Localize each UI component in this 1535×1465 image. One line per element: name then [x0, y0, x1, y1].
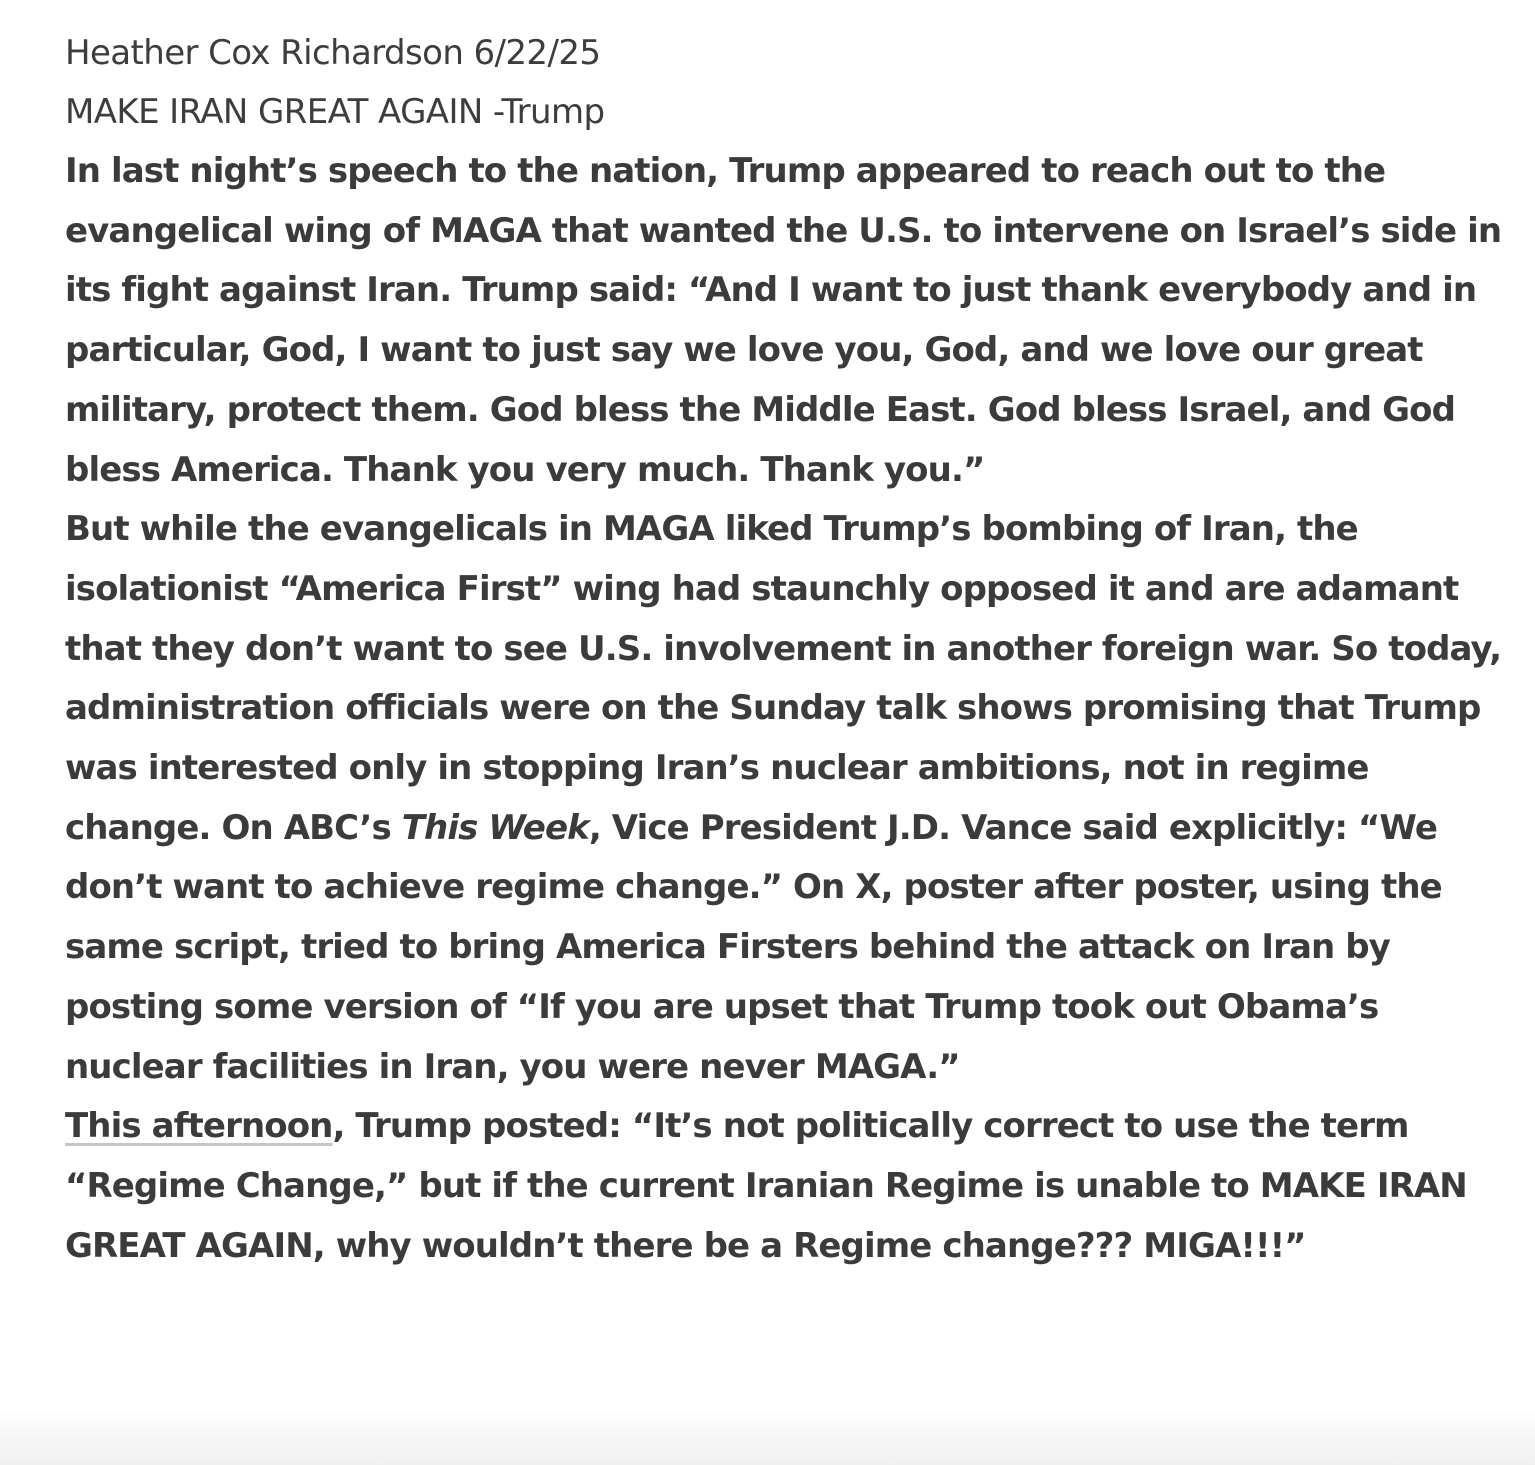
bottom-shadow [0, 1405, 1535, 1465]
paragraph-speech: In last night’s speech to the nation, Trump appeared to reach out to the evangelical wing of MAGA that wanted the U.S. to intervene on Israel’s side in its fight against Iran. Trump said: “And I want to just thank everybody and in particular, God, I want to just say we love you, God, and we love our great military, protect them. God bless the Middle East. God bless Israel, and God bless America. Thank you very much. Thank you.” [65, 151, 1502, 490]
this-afternoon-link[interactable]: This afternoon [65, 1106, 333, 1147]
headline: MAKE IRAN GREAT AGAIN -Trump [65, 92, 605, 132]
byline: Heather Cox Richardson 6/22/25 [65, 33, 601, 73]
paragraph-sunday-shows [65, 500, 1505, 1097]
paragraph-sunday-shows-text-a: But while the evangelicals in MAGA liked Trump’s bombing of Iran, the isolationist “America First” wing had staunchly opposed it and are adamant that they don’t want to see U.S. involvement in another foreign war. So today, administration officials were on the Sunday talk shows promising that Trump was interested only in stopping Iran’s nuclear ambitions, not in regime change. On ABC’s [65, 509, 1502, 848]
paragraph-trump-post [65, 1097, 1505, 1276]
paragraph-sunday-shows-text-b: , Vice President J.D. Vance said explicitly: “We don’t want to achieve regime change.” On X, poster after poster, using the same script, tried to bring America Firsters behind the attack on Iran by posting some version of “If you are upset that Trump took out Obama’s nuclear facilities in Iran, you were never MAGA.” [65, 807, 1442, 1087]
paragraph-trump-post-text: , Trump posted: “It’s not politically correct to use the term “Regime Change,” but if the current Iranian Regime is unable to MAKE IRAN GREAT AGAIN, why wouldn’t there be a Regime change??? MIGA!!!” [65, 1106, 1467, 1266]
show-title-italic: This Week [401, 807, 589, 848]
note-body [65, 24, 1505, 1276]
